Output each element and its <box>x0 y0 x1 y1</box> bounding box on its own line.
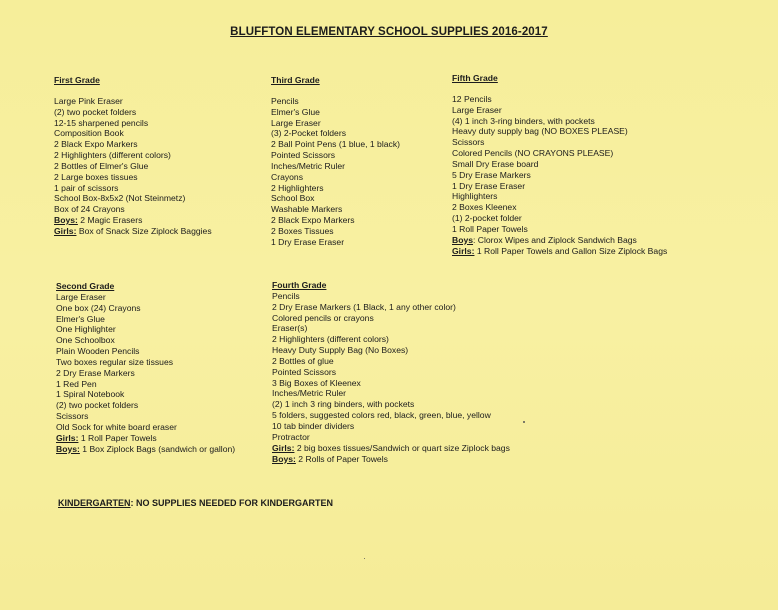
list-item: Pencils <box>272 290 300 301</box>
list-item: One Highlighter <box>56 324 116 335</box>
list-item: Highlighters <box>452 191 498 202</box>
boys-text: 2 Rolls of Paper Towels <box>295 453 388 464</box>
list-item: Large Eraser <box>271 117 321 128</box>
boys-item <box>272 454 510 465</box>
list-item: Pencils <box>271 95 299 106</box>
boys-label: Boys: <box>272 453 296 464</box>
list-item: (3) 2-Pocket folders <box>271 128 346 139</box>
kindergarten-text: : NO SUPPLIES NEEDED FOR KINDERGARTEN <box>130 498 334 508</box>
fifth-grade-heading: Fifth Grade <box>452 73 498 83</box>
girls-label: Girls: <box>272 442 295 453</box>
list-item: 1 Dry Erase Eraser <box>452 180 526 191</box>
first-grade-heading: First Grade <box>54 75 100 85</box>
list-item: 2 Bottles of Elmer's Glue <box>54 160 149 171</box>
list-item: 2 Bottles of glue <box>272 355 334 366</box>
boys-label: Boys: <box>56 443 80 454</box>
third-grade-section <box>271 75 400 248</box>
list-item: Eraser(s) <box>272 323 308 334</box>
list-item: Small Dry Erase board <box>452 158 539 169</box>
boys-item <box>452 235 667 246</box>
list-item: (1) 2-pocket folder <box>452 213 522 224</box>
fourth-grade-heading: Fourth Grade <box>272 280 327 290</box>
boys-label: Boys: <box>54 215 78 226</box>
list-item: Crayons <box>271 171 303 182</box>
list-item: Composition Book <box>54 128 124 139</box>
list-item: Pointed Scissors <box>271 150 336 161</box>
list-item: 2 Large boxes tissues <box>54 171 138 182</box>
list-item: Scissors <box>56 411 89 422</box>
list-item: Two boxes regular size tissues <box>56 356 174 367</box>
list-item: 2 Highlighters <box>271 182 324 193</box>
list-item: (2) 1 inch 3 ring binders, with pockets <box>272 399 415 410</box>
second-grade-list <box>56 292 235 455</box>
first-grade-section <box>54 75 212 237</box>
boys-label: Boys <box>452 234 474 245</box>
list-item: 2 Dry Erase Markers (1 Black, 1 any other color) <box>272 301 456 312</box>
fifth-grade-section <box>452 73 667 257</box>
list-item: Scissors <box>452 137 485 148</box>
list-item: One Schoolbox <box>56 335 115 346</box>
list-item: 2 Highlighters (different colors) <box>272 334 389 345</box>
list-item: Protractor <box>272 431 310 442</box>
list-item: Inches/Metric Ruler <box>272 388 347 399</box>
list-item: 5 folders, suggested colors red, black, green, blue, yellow <box>272 410 491 421</box>
boys-text: : Clorox Wipes and Ziplock Sandwich Bags <box>473 234 637 245</box>
boys-text: 2 Magic Erasers <box>77 215 143 226</box>
list-item: 1 Red Pen <box>56 378 97 389</box>
list-item: 1 Spiral Notebook <box>56 389 125 400</box>
third-grade-list <box>271 96 400 248</box>
list-item: School Box <box>271 193 315 204</box>
fourth-grade-list <box>272 291 510 465</box>
kindergarten-label: KINDERGARTEN <box>58 498 131 508</box>
girls-text: 1 Roll Paper Towels <box>78 432 157 443</box>
list-item: Colored Pencils (NO CRAYONS PLEASE) <box>452 148 614 159</box>
girls-label: Girls: <box>56 432 79 443</box>
list-item: Plain Wooden Pencils <box>56 346 140 357</box>
list-item: Pointed Scissors <box>272 366 337 377</box>
list-item: Elmer's Glue <box>56 313 105 324</box>
kindergarten-note <box>58 498 333 508</box>
list-item: 2 Black Expo Markers <box>271 215 355 226</box>
girls-label: Girls: <box>452 245 475 256</box>
list-item: School Box-8x5x2 (Not Steinmetz) <box>54 193 186 204</box>
list-item: 3 Big Boxes of Kleenex <box>272 377 361 388</box>
list-item: 2 Dry Erase Markers <box>56 367 135 378</box>
girls-item <box>54 226 212 237</box>
boys-item <box>54 215 212 226</box>
list-item: Large Eraser <box>56 291 106 302</box>
scan-speck <box>364 558 365 559</box>
list-item: 1 Dry Erase Eraser <box>271 236 345 247</box>
list-item: 12-15 sharpened pencils <box>54 117 149 128</box>
list-item: Box of 24 Crayons <box>54 204 125 215</box>
list-item: 12 Pencils <box>452 93 492 104</box>
list-item: 2 Ball Point Pens (1 blue, 1 black) <box>271 139 400 150</box>
list-item: (4) 1 inch 3-ring binders, with pockets <box>452 115 595 126</box>
list-item: 1 Roll Paper Towels <box>452 223 528 234</box>
list-item: Large Pink Eraser <box>54 95 123 106</box>
girls-text: 1 Roll Paper Towels and Gallon Size Ziplock Bags <box>474 245 668 256</box>
fourth-grade-section <box>272 280 510 464</box>
list-item: Inches/Metric Ruler <box>271 160 346 171</box>
list-item: Old Sock for white board eraser <box>56 421 177 432</box>
list-item: 2 Black Expo Markers <box>54 139 138 150</box>
list-item: 5 Dry Erase Markers <box>452 169 531 180</box>
list-item: (2) two pocket folders <box>54 106 137 117</box>
list-item: 10 tab binder dividers <box>272 420 355 431</box>
fifth-grade-list <box>452 94 667 257</box>
list-item: 1 pair of scissors <box>54 182 119 193</box>
girls-text: Box of Snack Size Ziplock Baggies <box>76 225 212 236</box>
girls-text: 2 big boxes tissues/Sandwich or quart size Ziplock bags <box>294 442 510 453</box>
second-grade-heading: Second Grade <box>56 281 115 291</box>
boys-text: 1 Box Ziplock Bags (sandwich or gallon) <box>79 443 236 454</box>
first-grade-list <box>54 96 212 237</box>
girls-item <box>272 443 510 454</box>
second-grade-section <box>56 281 235 455</box>
list-item: Washable Markers <box>271 204 343 215</box>
girls-item <box>452 246 667 257</box>
list-item: 2 Boxes Kleenex <box>452 202 517 213</box>
girls-label: Girls: <box>54 225 77 236</box>
list-item: Heavy duty supply bag (NO BOXES PLEASE) <box>452 126 628 137</box>
list-item: 2 Boxes Tissues <box>271 225 334 236</box>
page-title: BLUFFTON ELEMENTARY SCHOOL SUPPLIES 2016-2017 <box>230 26 548 38</box>
scan-speck <box>523 421 525 423</box>
list-item: 2 Highlighters (different colors) <box>54 150 171 161</box>
list-item: Elmer's Glue <box>271 106 320 117</box>
third-grade-heading: Third Grade <box>271 75 320 85</box>
list-item: Colored pencils or crayons <box>272 312 374 323</box>
list-item: Large Eraser <box>452 104 502 115</box>
girls-item <box>56 433 235 444</box>
list-item: (2) two pocket folders <box>56 400 139 411</box>
boys-item <box>56 444 235 455</box>
list-item: Heavy Duty Supply Bag (No Boxes) <box>272 345 409 356</box>
list-item: One box (24) Crayons <box>56 302 141 313</box>
